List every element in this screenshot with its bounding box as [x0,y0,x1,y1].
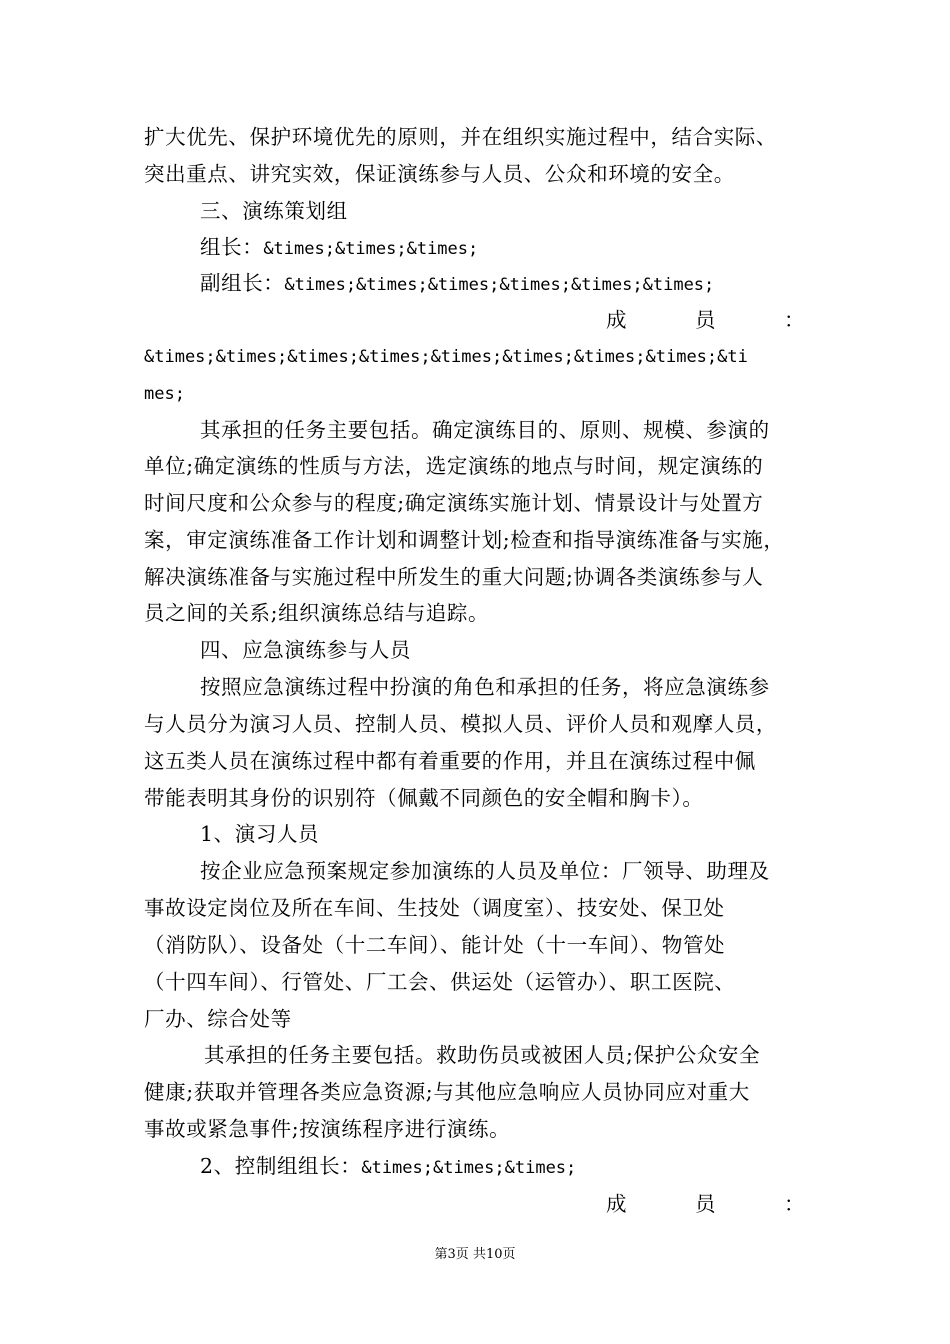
paragraph-line: 按企业应急预案规定参加演练的人员及单位：厂领导、助理及 [200,859,770,883]
deputy-leader-label: 副组长： [200,271,285,295]
leader-value: &times;&times;&times; [263,239,479,259]
section-heading: 四、应急演练参与人员 [200,638,411,662]
paragraph-line: 事故或紧急事件;按演练程序进行演练。 [144,1117,511,1141]
members-label-char-1: 成 [606,308,627,332]
leader-line [200,232,478,264]
members-value-line-1: &times;&times;&times;&times;&times;&times;&times;&times;&ti [144,347,748,367]
paragraph-line: 带能表明其身份的识别符（佩戴不同颜色的安全帽和胸卡）。 [144,786,704,810]
footer-page-number: 3 [447,1247,456,1262]
footer-total-pages: 10 [485,1247,503,1262]
subsection-heading: 1、演习人员 [200,822,320,846]
leader-label: 组长： [200,235,264,259]
paragraph-line: （十四车间）、行管处、厂工会、供运处（运管办）、职工医院、 [144,970,736,994]
paragraph-line: 按照应急演练过程中扮演的角色和承担的任务，将应急演练参 [200,675,770,699]
paragraph-line: 健康;获取并管理各类应急资源;与其他应急响应人员协同应对重大 [144,1080,750,1104]
control-group-leader-line [200,1151,576,1183]
page-footer [0,1246,950,1264]
paragraph-line: 这五类人员在演练过程中都有着重要的作用，并且在演练过程中佩 [144,749,756,773]
deputy-leader-line [200,268,714,300]
control-group-leader-label: 2、控制组组长： [200,1154,362,1178]
paragraph-line: 时间尺度和公众参与的程度;确定演练实施计划、情景设计与处置方 [144,491,764,515]
footer-suffix: 页 [502,1247,516,1262]
paragraph-line: 其承担的任务主要包括。确定演练目的、原则、规模、参演的 [200,418,770,442]
footer-middle: 页 共 [455,1247,486,1262]
members-label-colon: ： [784,308,805,332]
paragraph-line: 其承担的任务主要包括。救助伤员或被困人员;保护公众安全 [204,1043,761,1067]
control-group-leader-value: &times;&times;&times; [361,1158,577,1178]
paragraph-line: 事故设定岗位及所在车间、生技处（调度室）、技安处、保卫处 [144,896,725,920]
paragraph-line: 厂办、综合处等 [144,1007,292,1031]
members-label-char-2: 员 [695,308,716,332]
paragraph-line: 单位;确定演练的性质与方法，选定演练的地点与时间，规定演练的 [144,454,764,478]
section-heading: 三、演练策划组 [200,199,348,223]
paragraph-line: 与人员分为演习人员、控制人员、模拟人员、评价人员和观摩人员， [144,712,777,736]
paragraph-line: 解决演练准备与实施过程中所发生的重大问题;协调各类演练参与人 [144,565,764,589]
members-label-colon: ： [784,1192,805,1216]
members-label-char-2: 员 [695,1192,716,1216]
paragraph-line: （消防队）、设备处（十二车间）、能计处（十一车间）、物管处 [144,933,726,957]
members-value-line-2: mes; [144,384,185,404]
footer-prefix: 第 [434,1247,448,1262]
paragraph-line: 员之间的关系;组织演练总结与追踪。 [144,601,490,625]
members-label-char-1: 成 [606,1192,627,1216]
deputy-leader-value: &times;&times;&times;&times;&times;&times; [284,275,715,295]
paragraph-line: 扩大优先、保护环境优先的原则，并在组织实施过程中，结合实际、 [144,125,777,149]
paragraph-line: 突出重点、讲究实效，保证演练参与人员、公众和环境的安全。 [144,162,735,186]
paragraph-line: 案，审定演练准备工作计划和调整计划;检查和指导演练准备与实施， [144,528,785,552]
